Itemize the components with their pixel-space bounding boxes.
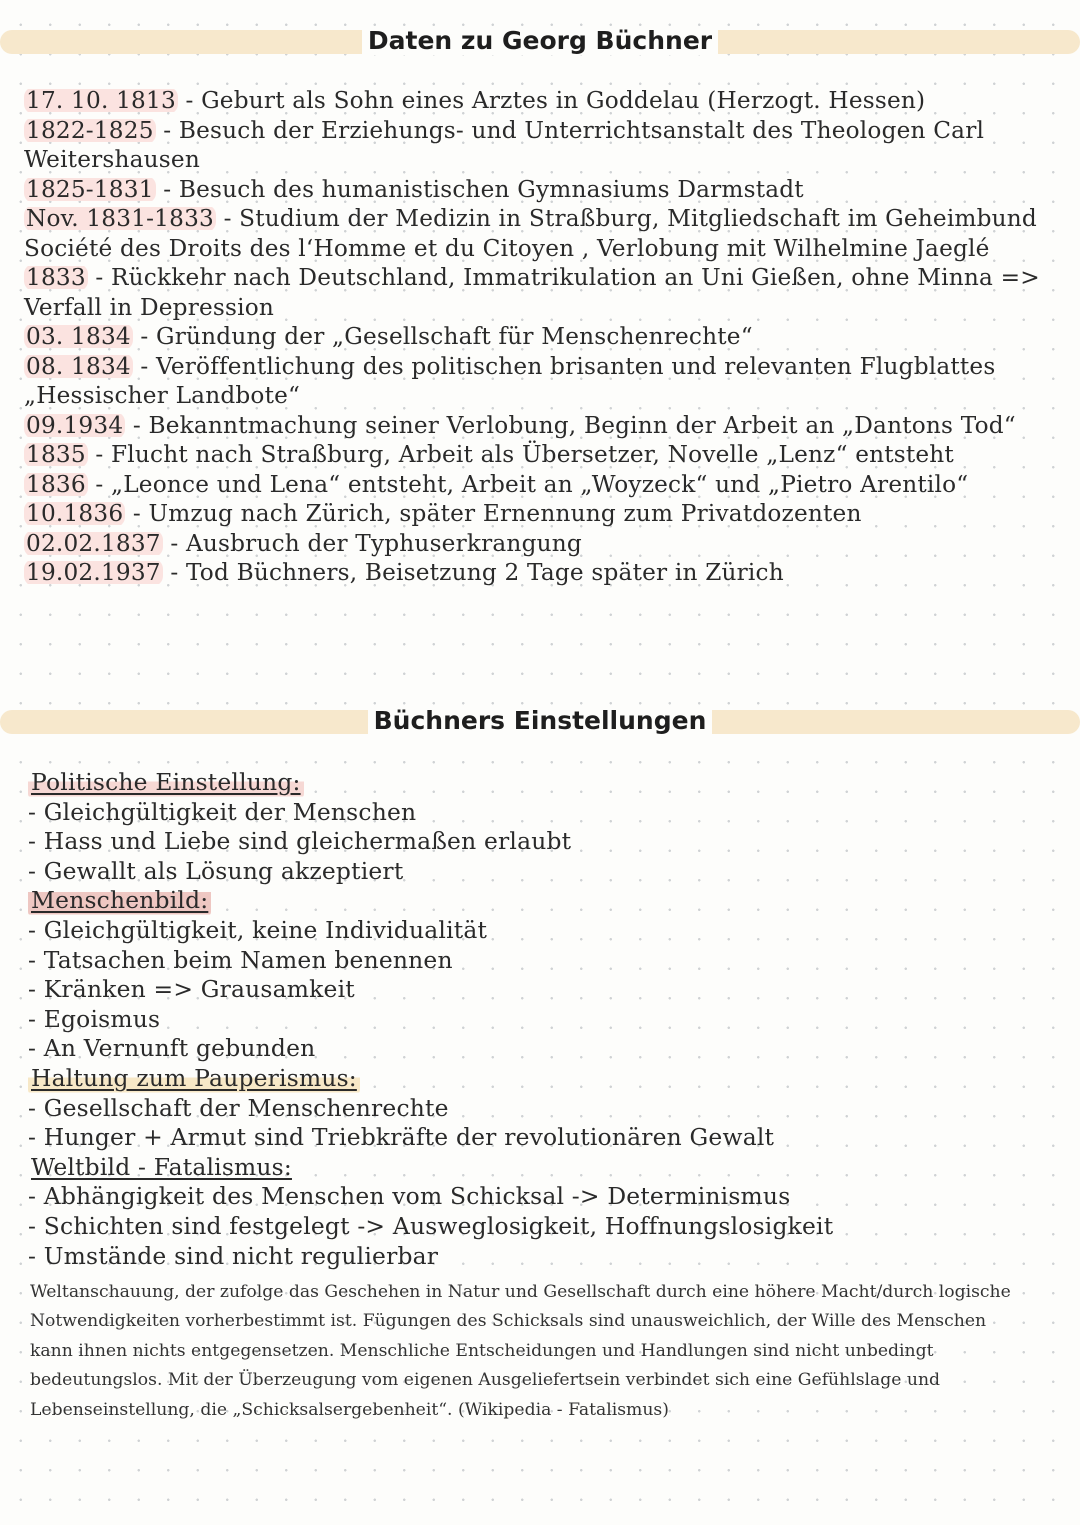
list-item: - Gleichgültigkeit, keine Individualität [28,915,488,944]
list-item: - Schichten sind festgelegt -> Ausweglosigkeit, Hoffnungslosigkeit [28,1211,834,1240]
subheading-pauperismus: Haltung zum Pauperismus: [28,1064,360,1094]
list-item: - Umstände sind nicht regulierbar [28,1241,439,1270]
timeline-text: - Besuch des humanistischen Gymnasiums Darmstadt [155,175,804,203]
timeline-date: 1833 [26,264,86,291]
timeline-list [24,86,1064,588]
timeline-entry [24,175,1064,205]
weltbild-list [28,1182,1068,1271]
timeline-text: - Umzug nach Zürich, später Ernennung zum Privatdozenten [125,500,862,527]
timeline-text: - Ausbruch der Typhuserkrangung [162,529,582,557]
subheading-politische-einstellung: Politische Einstellung: [28,768,304,798]
timeline-date: 10.1836 [26,500,124,527]
timeline-text: - Tod Büchners, Beisetzung 2 Tage später in Zürich [162,559,784,586]
timeline-entry [24,263,1064,322]
page-title [0,23,1080,59]
beliefs-section [28,768,1068,1271]
timeline-entry [24,116,1064,175]
timeline-entry [24,470,1064,500]
timeline-date: 17. 10. 1813 [26,87,176,114]
timeline-text: - Besuch der Erziehungs- und Unterrichtsanstalt des Theologen Carl Weitershausen [24,116,985,173]
timeline-date: 1822-1825 [26,116,154,144]
timeline-text: - Flucht nach Straßburg, Arbeit als Übersetzer, Novelle „Lenz“ entsteht [87,441,954,468]
list-item: - Kränken => Grausamkeit [28,975,355,1004]
timeline-date: 08. 1834 [26,352,131,380]
timeline-text: - Geburt als Sohn eines Arztes in Goddelau (Herzogt. Hessen) [177,87,926,114]
pauperismus-list [28,1094,1068,1153]
fatalismus-definition: Weltanschauung, der zufolge das Geschehen in Natur und Gesellschaft durch eine höhere Macht/durch logische Notwendigkeiten vorherbestimmt ist. Fügungen des Schicksals sind unausweichlich, der Wille des Menschen kann ihnen nichts entgegensetzen. Menschliche Entscheidungen und Handlungen sind nicht unbedingt bedeutungslos. Mit der Überzeugung vom eigenen Ausgeliefertsein verbindet sich eine Gefühlslage und Lebenseinstellung, die „Schicksalsergebenheit“. (Wikipedia - Fatalismus) [30,1282,1011,1420]
timeline-text: - Studium der Medizin in Straßburg, Mitgliedschaft im Geheimbund Société des Droits des l‘Homme et du Citoyen , Verlobung mit Wilhelmine Jaeglé [24,205,1037,262]
timeline-entry [24,204,1064,263]
timeline-date: 19.02.1937 [26,559,161,586]
section-title-text: Büchners Einstellungen [368,706,713,735]
list-item: - Hunger + Armut sind Triebkräfte der revolutionären Gewalt [28,1123,775,1152]
timeline-date: 1835 [26,441,86,468]
timeline-date: 09.1934 [26,411,124,439]
timeline-entry [24,529,1064,559]
timeline-date: 03. 1834 [26,323,131,350]
timeline-text: - Rückkehr nach Deutschland, Immatrikulation an Uni Gießen, ohne Minna => Verfall in Depression [24,264,1040,321]
list-item: - Gesellschaft der Menschenrechte [28,1093,449,1122]
timeline-text: - Gründung der „Gesellschaft für Menschenrechte“ [132,323,753,350]
timeline-entry [24,499,1064,529]
timeline-text: - Bekanntmachung seiner Verlobung, Beginn der Arbeit an „Dantons Tod“ [125,411,1016,439]
timeline-entry [24,86,1064,116]
timeline-entry [24,352,1064,411]
list-item: - Egoismus [28,1004,161,1033]
timeline-text: - Veröffentlichung des politischen brisanten und relevanten Flugblattes „Hessischer Landbote“ [24,352,996,409]
list-item: - Abhängigkeit des Menschen vom Schicksal -> Determinismus [28,1182,791,1211]
subheading-menschenbild: Menschenbild: [28,886,211,916]
section-title [0,703,1080,739]
timeline-entry [24,322,1064,352]
list-item: - Hass und Liebe sind gleichermaßen erlaubt [28,827,572,856]
menschenbild-list [28,916,1068,1064]
timeline-entry [24,558,1064,588]
subheading-weltbild: Weltbild - Fatalismus: [31,1152,292,1181]
timeline-date: 1836 [26,470,86,498]
page-title-text: Daten zu Georg Büchner [362,26,718,55]
timeline-date: 02.02.1837 [26,529,161,557]
timeline-entry [24,411,1064,441]
timeline-date: Nov. 1831-1833 [26,205,214,232]
timeline-text: - „Leonce und Lena“ entsteht, Arbeit an „Woyzeck“ und „Pietro Arentilo“ [87,470,969,498]
timeline-entry [24,440,1064,470]
timeline-date: 1825-1831 [26,175,154,203]
politische-einstellung-list [28,798,1068,887]
list-item: - Gewallt als Lösung akzeptiert [28,856,404,885]
list-item: - An Vernunft gebunden [28,1034,316,1063]
list-item: - Gleichgültigkeit der Menschen [28,797,417,826]
list-item: - Tatsachen beim Namen benennen [28,945,453,974]
